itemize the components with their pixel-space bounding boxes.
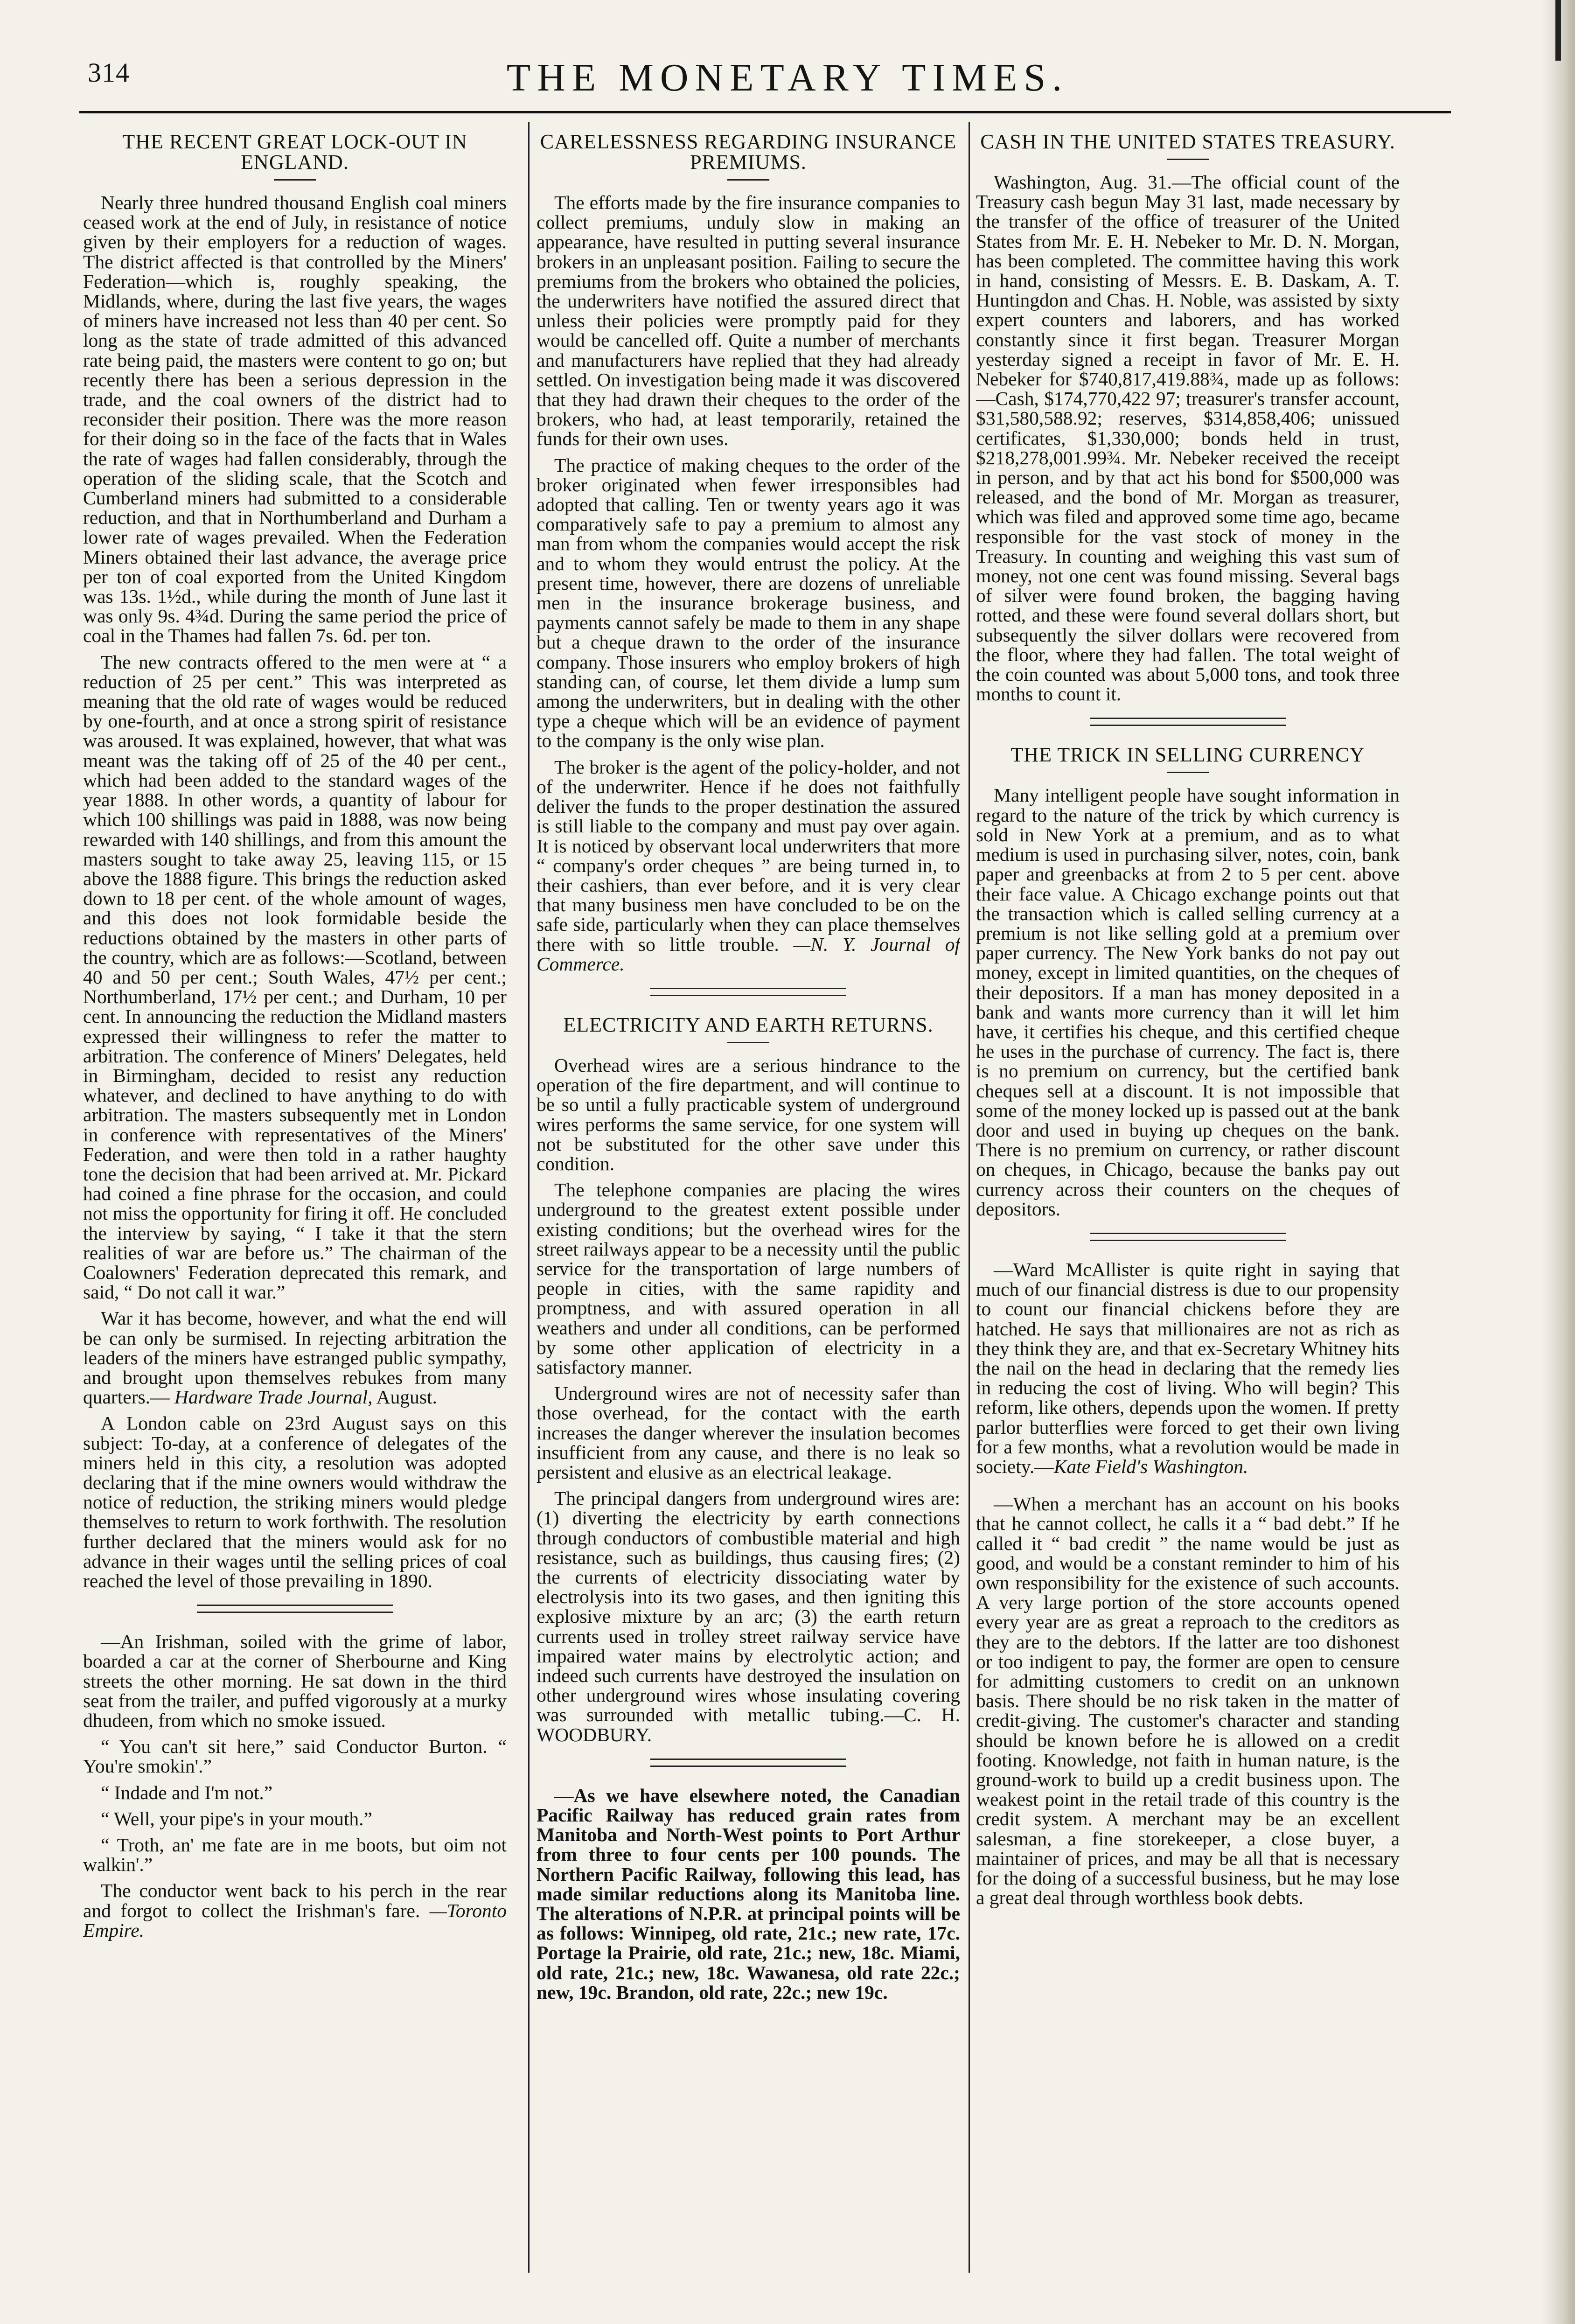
citation: Kate Field's Washington. [1053, 1455, 1248, 1477]
article-paragraph: The telephone companies are placing the wires underground to the greatest extent possible under existing conditions; but the overhead wires for the street railways appear to be a necessity until the public service for the transportation of large numbers of people in cities, with the same rapidity and promptness, and with assured operation in all weathers and under all conditions, can be performed by some other application of electricity in a satisfactory manner. [537, 1179, 960, 1378]
paragraph-text: War it has become, however, and what the end will be can only be surmised. In rejecting arbitration the leaders of the miners have estranged public sympathy, and brought upon themselves rebukes from many quarters.— [83, 1307, 507, 1408]
article-paragraph: Washington, Aug. 31.—The official count of the Treasury cash begun May 31 last, made necessary by the transfer of the office of treasurer of the United States from Mr. E. H. Nebeker to Mr. D. N. Morgan, has been completed. The committee having this work in hand, consisting of Messrs. E. B. Daskam, A. T. Huntingdon and Chas. H. Noble, was assisted by sixty expert counters and laborers, and has worked constantly since it first began. Treasurer Morgan yesterday signed a receipt in favor of Mr. E. H. Nebeker for $740,817,419.88¾, made up as follows:—Cash, $174,770,422 97; treasurer's transfer account, $31,580,588.92; reserves, $314,858,406; unissued certificates, $1,330,000; bonds held in trust, $218,278,001.99¾. Mr. Nebeker received the receipt in person, and by that act his bond for $500,000 was released, and the bond of Mr. Morgan as treasurer, which was filed and approved some time ago, became responsible for the vast stock of money in the Treasury. In counting and weighing this vast sum of money, not one cent was found missing. Several bags of silver were found broken, the bagging having rotted, and these were found several dollars short, but subsequently the silver dollars were recovered from the floor, where they had fallen. The total weight of the coin counted was about 5,000 tons, and took three months to count it. [976, 171, 1400, 705]
article-paragraph [537, 757, 960, 974]
article-paragraph [976, 1260, 1400, 1476]
binding-mark [1555, 0, 1561, 61]
column-rule [528, 122, 530, 2273]
title-rule [1167, 772, 1209, 773]
article-paragraph: The efforts made by the fire insurance companies to collect premiums, unduly slow in making an appearance, have resulted in putting several insurance brokers in an unpleasant position. Failing to secure the premiums from the brokers who obtained the policies, the underwriters have notified the assured direct that unless their policies were promptly paid for they would be cancelled off. Quite a number of merchants and manufacturers have replied that they had already settled. On investigation being made it was discovered that they had drawn their cheques to the order of the brokers, who had, at least temporarily, retained the funds for their own uses. [537, 192, 960, 450]
column-1 [83, 127, 507, 2264]
citation: —Toronto Empire. [83, 1899, 507, 1941]
article-paragraph: “ Well, your pipe's in your mouth.” [101, 1808, 372, 1829]
section-divider [1090, 718, 1286, 726]
article-title: CASH IN THE UNITED STATES TREASURY. [980, 130, 1395, 153]
title-rule [727, 1042, 769, 1043]
citation-tail: August. [372, 1386, 437, 1408]
section-divider [197, 1605, 393, 1613]
article-paragraph: A London cable on 23rd August says on this subject: To-day, at a conference of delegates of the miners held in this city, a resolution was adopted declaring that if the mine owners would withdraw the notice of reduction, the striking miners would pledge themselves to return to work forthwith. The resolution further declared that the miners would ask for no advance in their wages until the selling prices of coal reached the level of those prevailing in 1890. [83, 1412, 507, 1592]
column-3 [976, 127, 1400, 2264]
paragraph-text: The conductor went back to his perch in the rear and forgot to collect the Irishman's fare. [83, 1880, 507, 1921]
paragraph-text: —Ward McAllister is quite right in saying that much of our financial distress is due to our propensity to count our financial chickens before they are hatched. He says that millionaires are not as rich as they think they are, and that ex-Secretary Whitney hits the nail on the head in declaring that the remedy lies in reducing the cost of living. Who will begin? This reform, like others, depends upon the women. If pretty parlor butterflies were forced to get their own living for a few months, what a revolution would be made in society.— [976, 1258, 1400, 1477]
page-number: 314 [88, 57, 130, 88]
section-divider [1090, 1233, 1286, 1241]
article-paragraph: Underground wires are not of necessity safer than those overhead, for the contact with the earth increases the danger wherever the insulation becomes insufficient from any cause, and there is no leak so persistent and elusive as an electrical leakage. [537, 1382, 960, 1483]
article-title: CARELESSNESS REGARDING INSURANCE PREMIUMS. [540, 130, 957, 174]
article-paragraph: Nearly three hundred thousand English coal miners ceased work at the end of July, in resistance of notice given by their employers for a reduction of wages. The district affected is that controlled by the Miners' Federation—which is, roughly speaking, the Midlands, where, during the last five years, the wages of miners have increased not less than 40 per cent. So long as the state of trade admitted of this advanced rate being paid, the masters were content to go on; but recently there has been a serious depression in the trade, and the coal owners of the district had to reconsider their position. There was the more reason for their doing so in the face of the facts that in Wales the rate of wages had fallen considerably, through the operation of the sliding scale, that the Scotch and Cumberland miners had submitted to a considerable reduction, and that in Northumberland and Durham a lower rate of wages prevailed. When the Federation Miners obtained their last advance, the average price per ton of coal exported from the United Kingdom was 13s. 1½d., while during the month of June last it was only 9s. 4¾d. During the same period the price of coal in the Thames had fallen 7s. 6d. per ton. [83, 192, 507, 647]
article-paragraph: Many intelligent people have sought information in regard to the nature of the trick by which currency is sold in New York at a premium, and as to what medium is used in purchasing silver, notes, coin, bank paper and greenbacks at from 2 to 5 per cent. above their face value. A Chicago exchange points out that the transaction which is called selling currency at a premium is not like selling gold at a premium over paper currency. The New York banks do not pay out money, except in limited quantities, on the cheques of their depositors. If a man has money deposited in a bank and wants more currency than it will let him have, it certifies his cheque, and this certified cheque he uses in the purchase of currency. The fact is, there is no premium on currency, but the certified bank cheques sell at a discount. It is not impossible that some of the money locked up is passed out at the bank door and used in buying up cheques on the bank. There is no premium on currency, or rather discount on cheques, in Chicago, because the banks pay out currency across their counters on the cheques of depositors. [976, 784, 1400, 1220]
column-2 [537, 127, 960, 2264]
article-paragraph: “ Indade and I'm not.” [101, 1781, 273, 1803]
article-paragraph: Overhead wires are a serious hindrance to the operation of the fire department, and will continue to be so until a fully practicable system of underground wires performs the same service, for one system will not be substituted for the other save under this condition. [537, 1054, 960, 1174]
column-rule [969, 122, 970, 2273]
article-paragraph: The new contracts offered to the men were at “ a reduction of 25 per cent.” This was interpreted as meaning that the old rate of wages would be reduced by one-fourth, and at once a strong spirit of resistance was aroused. It was explained, however, that what was meant was the taking off of 25 of the 40 per cent., which had been added to the standard wages of the year 1888. In other words, a quantity of labour for which 100 shillings was paid in 1888, was now being rewarded with 140 shillings, and from this amount the masters sought to take away 25, leaving 115, or 15 above the 1888 figure. This brings the reduction asked down to 18 per cent. of the whole amount of wages, and this does not look formidable beside the reductions obtained by the masters in other parts of the country, which are as follows:—Scotland, between 40 and 50 per cent.; South Wales, 47½ per cent.; Northumberland, 17½ per cent.; and Durham, 10 per cent. In announcing the reduction the Midland masters expressed their willingness to refer the matter to arbitration. The conference of Miners' Delegates, held in Birmingham, decided to resist any reduction whatever, and declined to have anything to do with arbitration. The masters subsequently met in London in conference with representatives of the Miners' Federation, and were then told in a rather haughty tone the decision that had been arrived at. Mr. Pickard had coined a fine phrase for the occasion, and could not miss the opportunity for firing it off. He concluded the interview by saying, “ I take it that the stern realities of war are before us.” The chairman of the Coalowners' Federation deprecated this remark, and said, “ Do not call it war.” [83, 651, 507, 1303]
article-title: ELECTRICITY AND EARTH RETURNS. [563, 1013, 934, 1036]
title-rule [274, 179, 316, 181]
title-rule [1167, 159, 1209, 160]
paragraph-text: The broker is the agent of the policy-holder, and not of the underwriter. Hence if he does not faithfully deliver the funds to the proper destination the assured is still liable to the company and must pay over again. It is noticed by observant local underwriters that more “ company's order cheques ” are being turned in, to their cashiers, than ever before, and it is very clear that many business men have concluded to be on the safe side, particularly when they can place themselves there with so little trouble. [537, 756, 960, 955]
section-divider [650, 1759, 846, 1767]
article-paragraph: “ You can't sit here,” said Conductor Burton. “ You're smokin'.” [83, 1736, 507, 1777]
masthead-title: THE MONETARY TIMES. [506, 56, 1069, 99]
article-title: THE RECENT GREAT LOCK-OUT IN ENGLAND. [122, 130, 467, 174]
article-paragraph: “ Troth, an' me fate are in me boots, but oim not walkin'.” [83, 1834, 507, 1876]
title-rule [727, 179, 769, 181]
section-divider [650, 988, 846, 996]
article-paragraph [83, 1881, 507, 1940]
spacer [976, 1483, 1400, 1494]
article-paragraph: —As we have elsewhere noted, the Canadian Pacific Railway has reduced grain rates from Manitoba and North-West points to Port Arthur from three to four cents per 100 pounds. The Northern Pacific Railway, following this lead, has made similar reductions along its Manitoba line. The alterations of N.P.R. at principal points will be as follows: Winnipeg, old rate, 21c.; new rate, 17c. Portage la Prairie, old rate, 21c.; new, 18c. Miami, old rate, 21c.; new, 18c. Wawanesa, old rate 22c.; new, 19c. Brandon, old rate, 22c.; new 19c. [537, 1784, 960, 2003]
article-paragraph [83, 1308, 507, 1407]
article-paragraph: The practice of making cheques to the order of the broker originated when fewer irresponsibles had adopted that calling. Ten or twenty years ago it was comparatively safe to pay a premium to almost any man from whom the companies would accept the risk and to whom they would entrust the policy. At the present time, however, there are dozens of unreliable men in the insurance brokerage business, and payments cannot safely be made to them in any shape but a cheque drawn to the order of the insurance company. Those insurers who employ brokers of high standing can, of course, let them divide a lump sum among the underwriters, but in dealing with the other type a cheque which will be an evidence of payment to the company is the only wise plan. [537, 454, 960, 752]
article-paragraph: —An Irishman, soiled with the grime of labor, boarded a car at the corner of Sherbourne and King streets the other morning. He sat down in the third seat from the trailer, and puffed vigorously at a murky dhudeen, from which no smoke issued. [83, 1631, 507, 1731]
page-edge [1542, 0, 1575, 2324]
article-title: THE TRICK IN SELLING CURRENCY [1011, 743, 1365, 767]
header-rule [79, 111, 1451, 113]
article-paragraph: The principal dangers from underground wires are: (1) diverting the electricity by earth connections through conductors of combustible material and high resistance, such as buildings, thus causing fires; (2) the currents of electricity dissociating water by electrolysis into its two gases, and then igniting this explosive mixture by an arc; (3) the earth return currents used in trolley street railway service have impaired water mains by electrolytic action; and indeed such currents have destroyed the insulation on other underground wires whose insulating covering was surrounded with metallic tubing.—C. H. WOODBURY. [537, 1487, 960, 1745]
citation: Hardware Trade Journal, [174, 1386, 373, 1408]
citation: —N. Y. Journal of Commerce. [537, 933, 960, 975]
article-paragraph: —When a merchant has an account on his books that he cannot collect, he calls it a “ bad debt.” If he called it “ bad credit ” the name would be just as good, and would be a constant reminder to him of his own responsibility for the existence of such accounts. A very large portion of the store accounts opened every year are as great a reproach to the creditors as they are to the debtors. If the latter are too dishonest or too indigent to pay, the former are open to censure for admitting customers to credit on an unknown basis. There should be no risk taken in the matter of credit-giving. The customer's character and standing should be known before he is allowed on a credit footing. Knowledge, not faith in human nature, is the ground-work to build up a credit business upon. The weakest point in the retail trade of this country is the credit system. A merchant may be an excellent salesman, a fine storekeeper, a close buyer, a maintainer of prices, and may be all that is necessary for the doing of a successful business, but he may lose a great deal through worthless book debts. [976, 1493, 1400, 1909]
